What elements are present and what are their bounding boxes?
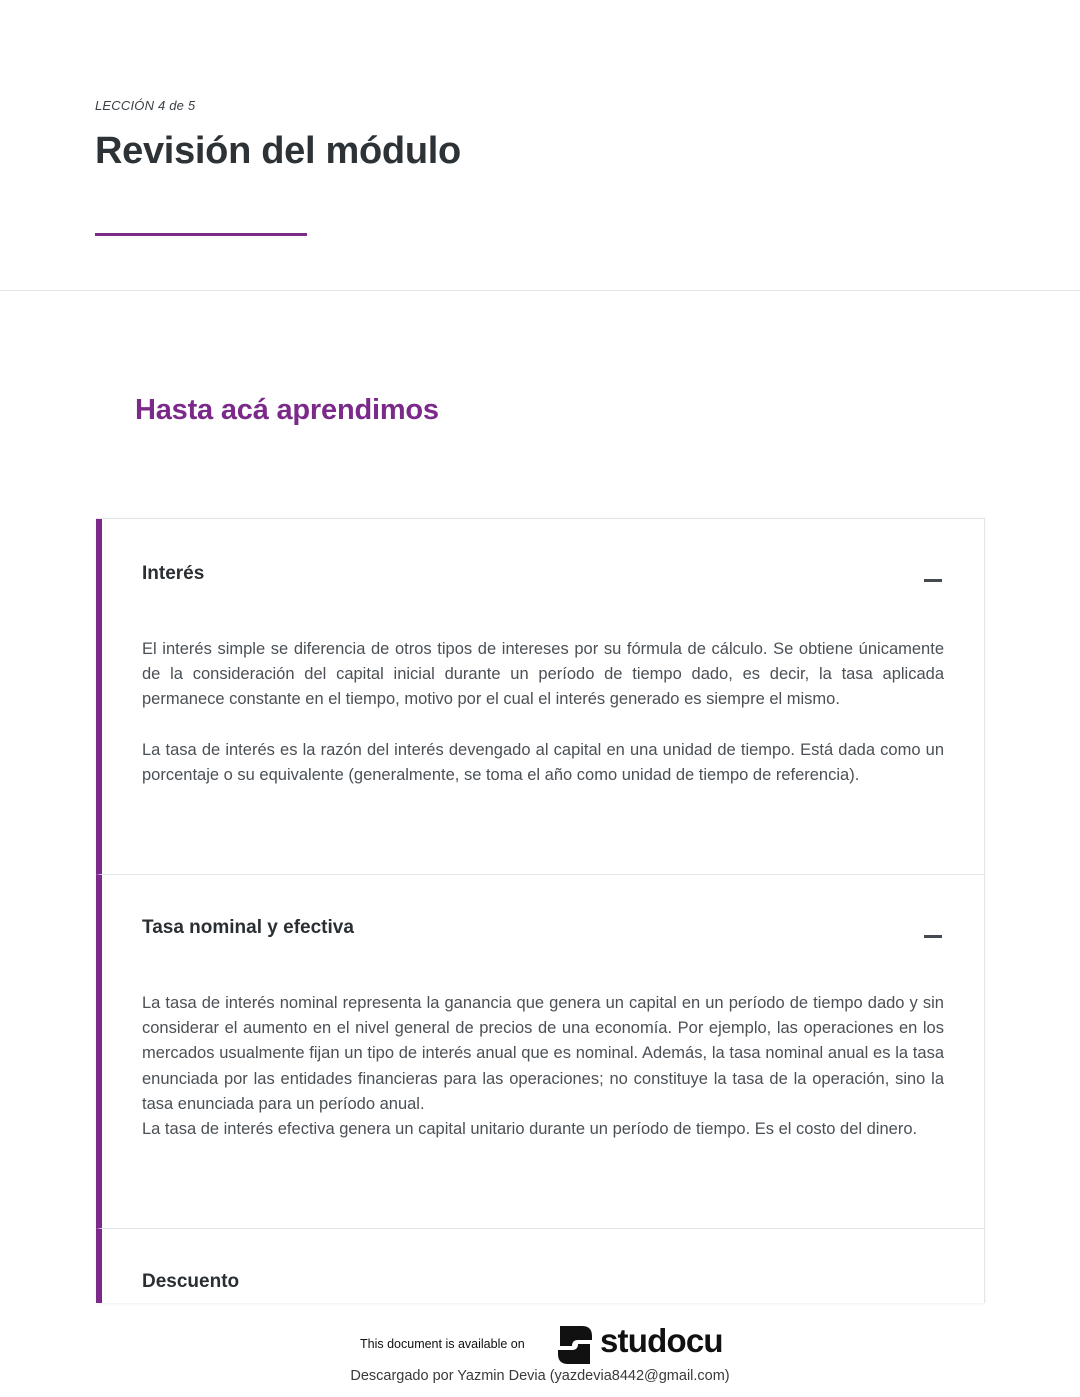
lesson-counter: LECCIÓN 4 de 5 <box>95 98 196 113</box>
body-paragraph: El interés simple se diferencia de otros tipos de intereses por su fórmula de cálculo. Se obtiene únicamente de la consideración del capital inicial durante un período de tiempo dado, es decir, la tasa aplicada permanece constante en el tiempo, motivo por el cual el interés generado es siempre el mismo. <box>142 640 944 709</box>
accordion-item-interes <box>96 519 984 874</box>
accordion <box>96 518 985 1303</box>
accordion-item-body <box>142 991 944 1142</box>
accordion-item-tasa-nominal-efectiva <box>96 874 984 1228</box>
header-divider <box>0 290 1080 291</box>
section-heading: Hasta acá aprendimos <box>135 394 439 426</box>
page-title: Revisión del módulo <box>95 130 461 172</box>
body-paragraph: La tasa de interés nominal representa la ganancia que genera un capital en un período de tiempo dado y sin considerar el aumento en el nivel general de precios de una economía. Por ejemplo, las operaciones en los mercados usualmente fijan un tipo de interés anual que es nominal. Además, la tasa nominal anual es la tasa enunciada por las entidades financieras para las operaciones; no constituye la tasa de la operación, sino la tasa enunciada para un período anual. <box>142 994 944 1113</box>
accordion-item-title[interactable]: Tasa nominal y efectiva <box>142 917 354 938</box>
title-underline <box>95 233 307 236</box>
minus-icon[interactable] <box>924 579 942 582</box>
accordion-item-body <box>142 637 944 788</box>
footer-available-text: This document is available on <box>360 1337 525 1351</box>
accordion-item-title[interactable]: Interés <box>142 563 205 584</box>
accordion-item-descuento <box>96 1228 984 1303</box>
minus-icon[interactable] <box>924 935 942 938</box>
accordion-item-title[interactable]: Descuento <box>142 1271 240 1292</box>
studocu-logo-icon[interactable] <box>552 1322 598 1368</box>
body-paragraph: La tasa de interés efectiva genera un capital unitario durante un período de tiempo. Es el costo del dinero. <box>142 1120 918 1139</box>
body-paragraph: La tasa de interés es la razón del interés devengado al capital en una unidad de tiempo. Está dada como un porcentaje o su equivalente (generalmente, se toma el año como unidad de tiempo de referencia). <box>142 740 944 784</box>
footer-download-text: Descargado por Yazmin Devia (yazdevia8442@gmail.com) <box>350 1368 730 1384</box>
studocu-brand[interactable]: studocu <box>600 1322 723 1359</box>
